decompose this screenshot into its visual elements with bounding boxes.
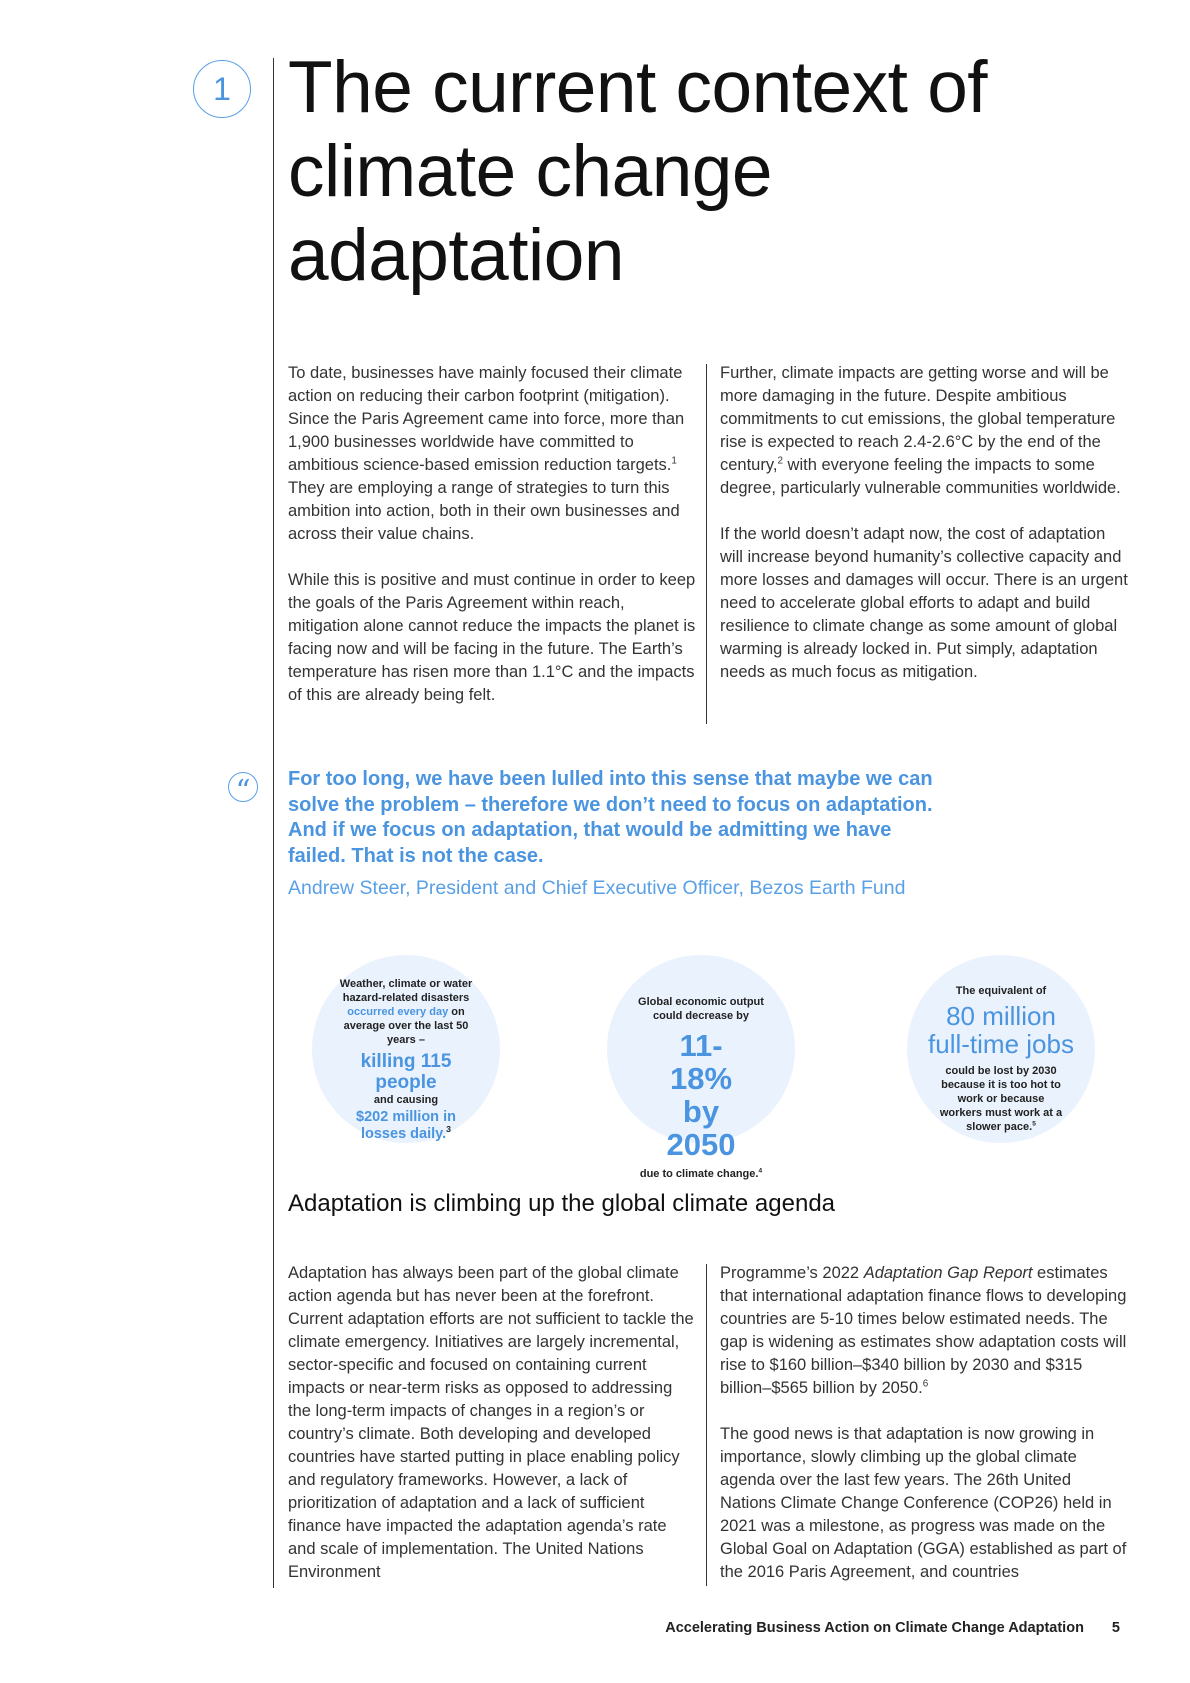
quote-attribution: Andrew Steer, President and Chief Executive Officer, Bezos Earth Fund [288, 877, 906, 899]
footnote-ref: 6 [922, 1378, 929, 1390]
section-right-paragraph-1: Programme’s 2022 Adaptation Gap Report estimates that international adaptation finance flows to developing countries are 5-10 times below estimated needs. The gap is widening as estimates show adaptation costs will rise to $160 billion–$340 billion by 2030 and $315 billion–$565 billion by 2050.$^6$ [720, 1264, 1127, 1397]
footnote-ref: 1 [671, 455, 677, 467]
intro-left-paragraph-2: While this is positive and must continue in order to keep the goals of the Paris Agreement within reach, mitigation alone cannot reduce the impacts the planet is facing now and will be facing in the future. The Earth’s temperature has risen more than 1.1°C and the impacts of this are already being felt. [288, 571, 696, 704]
chapter-number-badge [193, 60, 251, 118]
section-right-paragraph-2: The good news is that adaptation is now growing in importance, slowly climbing up the global climate agenda over the last few years. The 26th United Nations Climate Change Conference (COP26) held in 2021 was a milestone, as progress was made on the Global Goal on Adaptation (GGA) established as part of the 2016 Paris Agreement, and countries [720, 1425, 1127, 1581]
stat-highlight: 80 million full-time jobs [928, 1001, 1074, 1059]
intro-left-paragraph-1: To date, businesses have mainly focused their climate action on reducing their carbon footprint (mitigation). Since the Paris Agreement came into force, more than 1,900 businesses worldwide have committed to ambitious science-based emission reduction targets.$^1$ They are employing a range of strategies to turn this ambition into action, both in their own businesses and across their value chains. [288, 364, 685, 543]
footnote-ref: 2 [777, 455, 783, 467]
footer-title: Accelerating Business Action on Climate Change Adaptation [665, 1620, 1084, 1636]
intro-right-paragraph-1: Further, climate impacts are getting worse and will be more damaging in the future. Despite ambitious commitments to cut emissions, the global temperature rise is expected to reach 2.4-2.6°C by the end of the century,$^2$ with everyone feeling the impacts to some degree, particularly vulnerable communities worldwide. [720, 364, 1121, 497]
stat-circle-jobs: The equivalent of 80 million full-time jobs could be lost by 2030 because it is too hot to work or because workers must work at a slower pace.$^5$ [907, 955, 1095, 1143]
stat-circle-disasters: Weather, climate or water hazard-related disasters occurred every day on average over the last 50 years – killing 115 people and causing $202 million in losses daily.$^3$ [312, 955, 500, 1143]
vertical-rule [273, 58, 274, 1588]
column-divider [706, 1264, 707, 1586]
pull-quote: For too long, we have been lulled into this sense that maybe we can solve the problem – therefore we don’t need to focus on adaptation. And if we focus on adaptation, that would be admitting we have failed. That is not the case. [288, 768, 933, 867]
column-divider [706, 364, 707, 724]
page-title: The current context of climate change adaptation [288, 47, 988, 296]
quote-icon: “ [228, 772, 258, 802]
page-number: 5 [1111, 1620, 1120, 1636]
intro-left-column [288, 362, 698, 707]
intro-right-column [720, 362, 1130, 684]
page-footer [665, 1620, 1120, 1636]
stat-highlight: killing 115 people [360, 1051, 452, 1093]
intro-right-paragraph-2: If the world doesn’t adapt now, the cost of adaptation will increase beyond humanity’s collective capacity and more losses and damages will occur. There is an urgent need to accelerate global efforts to adapt and build resilience to climate change as some amount of global warming is already locked in. Put simply, adaptation needs as much focus as mitigation. [720, 525, 1128, 681]
section-left-column [288, 1262, 698, 1584]
section-left-paragraph: Adaptation has always been part of the global climate action agenda but has never been at the forefront. Current adaptation efforts are not sufficient to tackle the climate emergency. Initiatives are largely incremental, sector-specific and focused on containing current impacts or near-term risks as opposed to addressing the long-term impacts of changes in a region’s or country’s climate. Both developing and developed countries have started putting in place enabling policy and regulatory frameworks. However, a lack of prioritization of adaptation and a lack of sufficient finance have impacted the adaptation agenda’s rate and scale of implementation. The United Nations Environment [288, 1264, 694, 1581]
section-heading: Adaptation is climbing up the global climate agenda [288, 1190, 836, 1217]
section-right-column [720, 1262, 1130, 1584]
chapter-number: 1 [213, 70, 231, 107]
stat-highlight: 11-18% by 2050 [666, 1028, 736, 1162]
stat-circle-economic-output: Global economic output could decrease by 11-18% by 2050 due to climate change.$^4$ [607, 955, 795, 1143]
